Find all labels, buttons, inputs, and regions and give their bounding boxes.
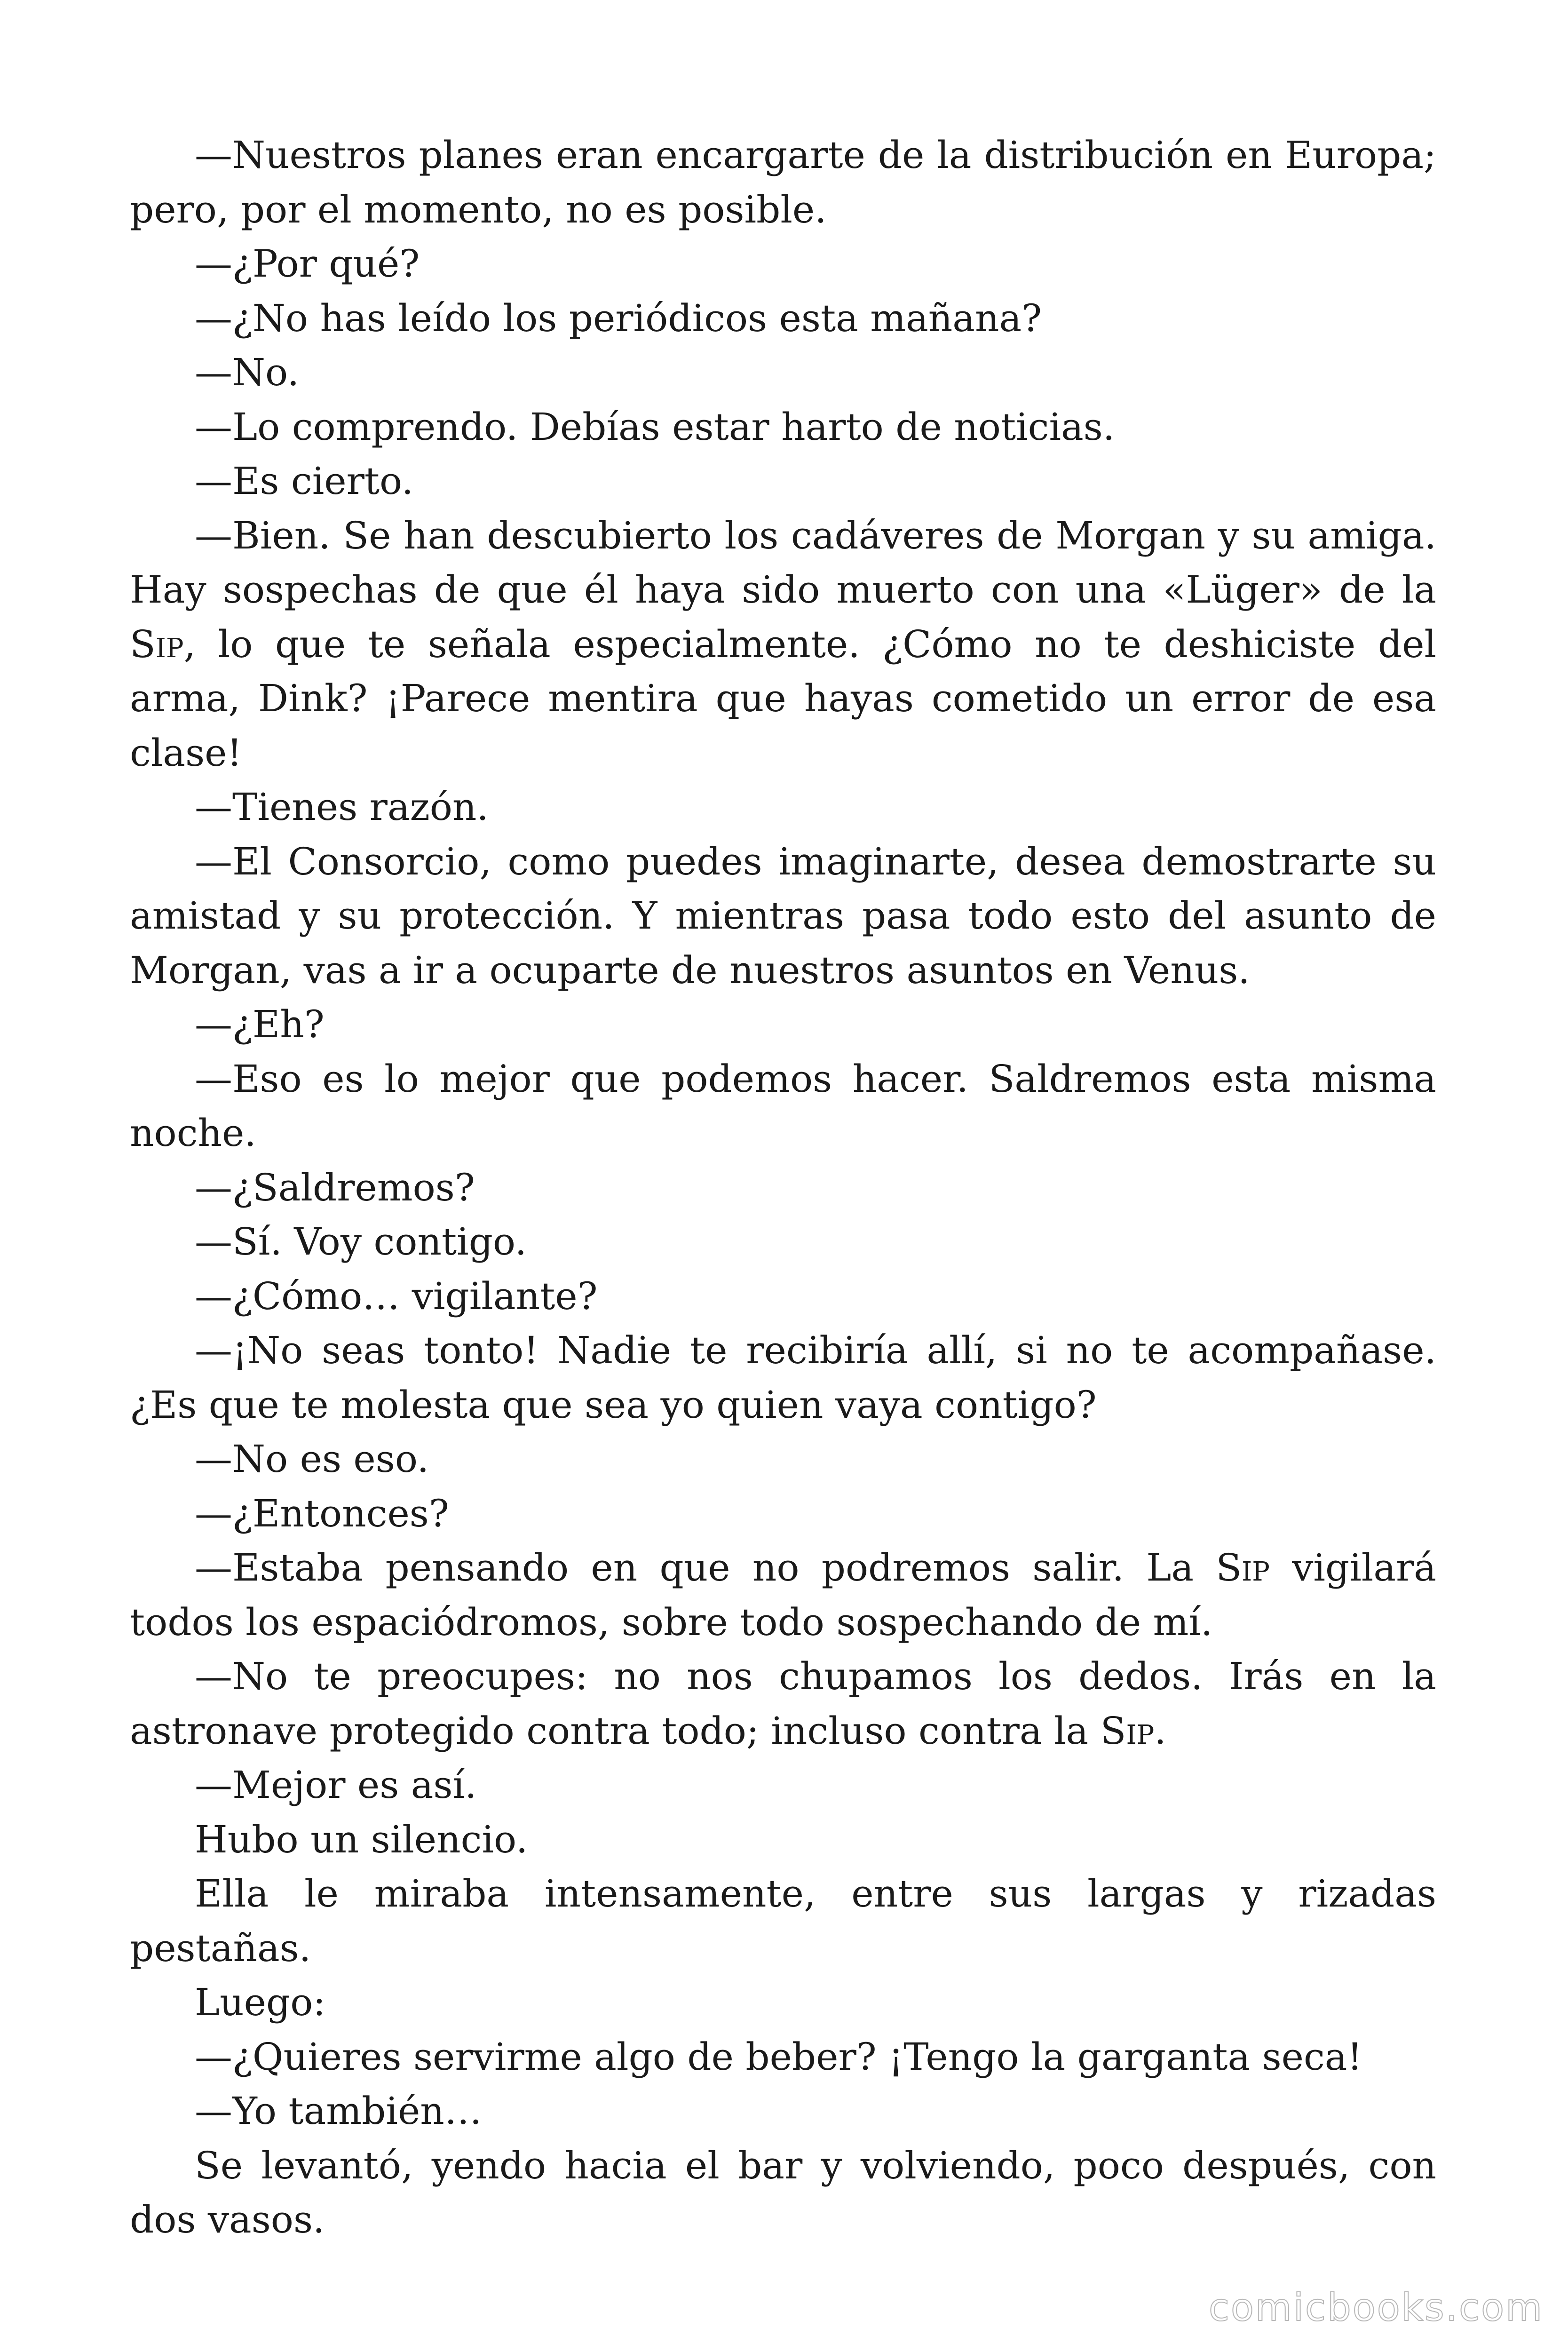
small-caps-acronym: Sip	[1216, 1546, 1270, 1589]
small-caps-acronym: Sip	[1100, 1708, 1155, 1753]
paragraph: —¿Por qué?	[195, 242, 420, 286]
paragraph: —¿Quieres servirme algo de beber? ¡Tengo la garganta seca!	[195, 2034, 1362, 2079]
paragraph: —¿Entonces?	[195, 1491, 449, 1535]
small-caps-acronym: Sip	[130, 622, 184, 666]
paragraph: —Yo también…	[195, 2089, 482, 2133]
paragraph: —¿Eh?	[195, 1002, 325, 1046]
paragraph: —Mejor es así.	[195, 1763, 477, 1807]
paragraph: —¡No seas tonto! Nadie te recibiría allí, si no te acompañase. ¿Es que te molesta que sea yo quien vaya contigo?	[130, 1328, 1436, 1427]
paragraph: —No te preocupes: no nos chupamos los dedos. Irás en la astronave protegido contra todo; incluso contra la Sip.	[130, 1654, 1436, 1753]
paragraph: —Lo comprendo. Debías estar harto de noticias.	[195, 405, 1115, 449]
paragraph: —Es cierto.	[195, 459, 414, 503]
paragraph: —¿Cómo… vigilante?	[195, 1274, 598, 1318]
paragraph: Ella le miraba intensamente, entre sus largas y rizadas pestañas.	[130, 1872, 1436, 1970]
paragraph: —Sí. Voy contigo.	[195, 1220, 527, 1263]
watermark: comicbooks.com	[1208, 2286, 1544, 2329]
paragraph: —No es eso.	[195, 1437, 429, 1481]
paragraph: Luego:	[195, 1980, 326, 2024]
paragraph: —Eso es lo mejor que podemos hacer. Saldremos esta misma noche.	[130, 1057, 1436, 1155]
paragraph: —¿Saldremos?	[195, 1165, 475, 1209]
paragraph: —Nuestros planes eran encargarte de la distribución en Europa; pero, por el momento, no es posible.	[130, 133, 1436, 231]
paragraph: —Estaba pensando en que no podremos salir. La Sip vigilará todos los espaciódromos, sobre todo sospechando de mí.	[130, 1546, 1437, 1644]
paragraph: Se levantó, yendo hacia el bar y volviendo, poco después, con dos vasos.	[130, 2143, 1436, 2241]
paragraph: —El Consorcio, como puedes imaginarte, desea demostrarte su amistad y su protección. Y mientras pasa todo esto del asunto de Morgan, vas a ir a ocuparte de nuestros asuntos en Venus.	[130, 839, 1436, 992]
body-text	[130, 128, 1436, 2247]
paragraph: —No.	[195, 350, 300, 394]
paragraph: —Tienes razón.	[195, 785, 489, 829]
paragraph: —Bien. Se han descubierto los cadáveres de Morgan y su amiga. Hay sospechas de que él haya sido muerto con una «Lüger» de la Sip, lo que te señala especialmente. ¿Cómo no te deshiciste del arma, Dink? ¡Parece mentira que hayas cometido un error de esa clase!	[130, 513, 1436, 775]
paragraph: Hubo un silencio.	[195, 1817, 528, 1861]
paragraph: —¿No has leído los periódicos esta mañana?	[195, 296, 1042, 340]
